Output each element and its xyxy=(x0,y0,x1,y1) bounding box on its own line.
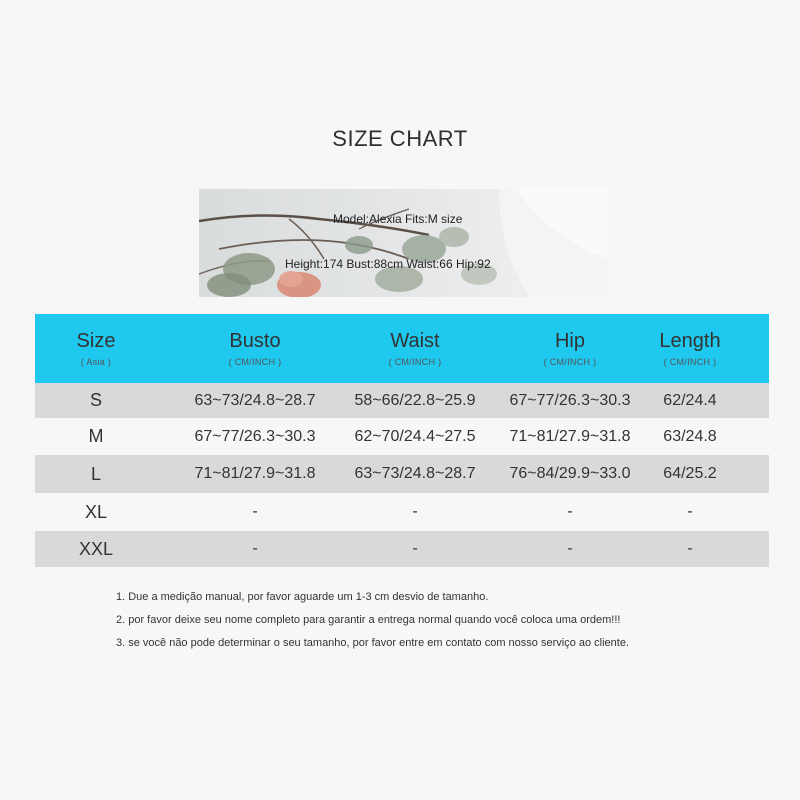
cell-length: - xyxy=(687,540,693,557)
header-unit: ( CM/INCH ) xyxy=(388,357,442,367)
table-row xyxy=(35,455,769,493)
header-label: Size xyxy=(76,330,116,352)
cell-hip: - xyxy=(567,503,573,520)
header-unit: ( CM/INCH ) xyxy=(228,357,282,367)
table-header xyxy=(35,314,769,383)
cell-length: 64/25.2 xyxy=(663,465,717,482)
header-label: Hip xyxy=(554,330,585,352)
header-unit: ( Asia ) xyxy=(80,357,112,367)
header-unit: ( CM/INCH ) xyxy=(663,357,717,367)
model-photo-banner xyxy=(199,189,609,297)
table-row xyxy=(35,383,769,418)
cell-hip: - xyxy=(567,540,573,557)
notes-list xyxy=(116,590,629,659)
cell-busto: 63~73/24.8~28.7 xyxy=(194,391,316,409)
cell-size: M xyxy=(88,426,104,446)
cell-waist: 58~66/22.8~25.9 xyxy=(354,391,476,409)
cell-busto: 71~81/27.9~31.8 xyxy=(194,465,316,482)
cell-waist: - xyxy=(412,503,418,520)
table-row xyxy=(35,493,769,531)
cell-waist: 62~70/24.4~27.5 xyxy=(354,427,476,445)
cell-length: 62/24.4 xyxy=(663,391,717,409)
header-label: Length xyxy=(659,330,721,352)
size-table xyxy=(35,314,769,567)
header-hip xyxy=(490,314,650,383)
cell-length: 63/24.8 xyxy=(663,427,717,445)
cell-length: - xyxy=(687,503,693,520)
cell-busto: 67~77/26.3~30.3 xyxy=(194,427,316,445)
header-size xyxy=(35,314,157,383)
cell-hip: 67~77/26.3~30.3 xyxy=(509,391,631,409)
cell-waist: 63~73/24.8~28.7 xyxy=(354,465,476,482)
header-length xyxy=(635,314,745,383)
note-item: 3. se você não pode determinar o seu tamanho, por favor entre em contato com nosso serviço ao cliente. xyxy=(116,637,630,649)
table-row xyxy=(35,418,769,455)
cell-size: L xyxy=(90,463,101,484)
cell-size: XL xyxy=(84,501,108,522)
cell-size: XXL xyxy=(78,538,114,559)
cell-hip: 76~84/29.9~33.0 xyxy=(509,465,631,482)
model-name-fit: Model:Alexia Fits:M size xyxy=(333,212,463,226)
note-item: 2. por favor deixe seu nome completo para garantir a entrega normal quando você coloca uma ordem!!! xyxy=(116,614,621,626)
table-row xyxy=(35,531,769,567)
header-label: Waist xyxy=(390,330,440,352)
cell-busto: - xyxy=(252,540,258,557)
header-busto xyxy=(175,314,335,383)
model-measurements: Height:174 Bust:88cm Waist:66 Hip:92 xyxy=(285,257,491,271)
header-label: Busto xyxy=(229,330,281,352)
note-item: 1. Due a medição manual, por favor aguarde um 1-3 cm desvio de tamanho. xyxy=(116,591,489,603)
size-chart-title: SIZE CHART xyxy=(332,126,468,151)
cell-size: S xyxy=(89,390,102,410)
cell-busto: - xyxy=(252,503,258,520)
cell-waist: - xyxy=(412,540,418,557)
header-unit: ( CM/INCH ) xyxy=(543,357,597,367)
cell-hip: 71~81/27.9~31.8 xyxy=(509,427,631,445)
header-waist xyxy=(335,314,495,383)
branch-photo-graphic xyxy=(199,189,609,297)
